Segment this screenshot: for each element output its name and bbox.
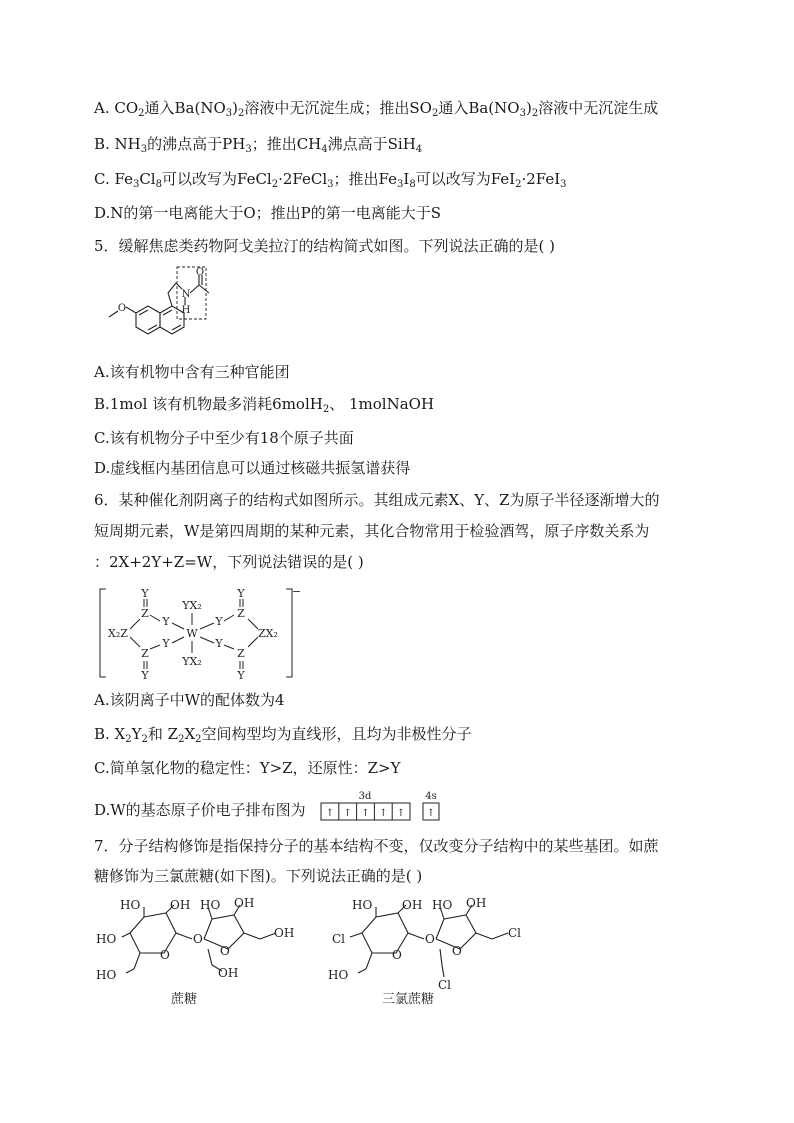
q6-option-c: C.简单氢化物的稳定性：Y>Z，还原性：Z>Y [94,759,401,777]
sucrose-name: 蔗糖 [170,992,198,1007]
sucralose-name: 三氯蔗糖 [381,992,435,1007]
q4-option-a: A. $CO_2$通入$Ba(NO_3)_2$溶液中无沉淀生成；推出$SO_2$通入$Ba(NO_3)_2$溶液中无沉淀生成 [94,99,659,119]
sucrose-ho-2: HO [96,932,117,946]
sucralose-oh-2: OH [466,896,487,910]
agomelatine-structure [96,265,226,357]
sucralose-cl-2: Cl [508,926,522,940]
orbital-arrow-3d-4: ↑ [379,808,388,819]
q6-stem-line2: 短周期元素，W是第四周期的某种元素，其化合物常用于检验酒驾，原子序数关系为 [94,522,650,540]
sucrose-glycosidic-o: O [193,932,203,946]
z-bottom-right-label: Z [237,647,245,660]
yx2-bottom-label: YX₂ [182,655,202,668]
z-bottom-left-label: Z [141,647,149,660]
anion-structure [96,585,306,681]
orbital-arrow-3d-5: ↑ [396,808,406,819]
orbital-arrow-3d-1: ↑ [325,808,335,819]
z-top-left-label: Z [141,607,149,620]
amide-hydrogen-label: H [181,305,191,316]
sucrose-ring-o-1: O [160,948,170,962]
y-bridge-top-right-label: Y [215,615,223,628]
sucralose-cl-1: Cl [332,932,346,946]
methoxy-oxygen-label: O [117,303,127,314]
sucralose-ho-3: HO [432,898,453,912]
q4-option-c: C. $Fe_3Cl_8$可以改写为FeCl$_2$·2FeCl$_3$；推出$Fe_3I_8$可以改写为FeI$_2$·2FeI$_3$ [94,170,567,190]
q7-stem-line2: 糖修饰为三氯蔗糖(如下图)。下列说法正确的是( ) [94,867,423,885]
sucrose-oh-1: OH [170,898,191,912]
charge-label: − [292,585,302,598]
q6-option-b: B. $X_2Y_2$和 $Z_2X_2$空间构型均为直线形，且均为非极性分子 [94,725,472,745]
y-top-left-label: Y [141,587,149,600]
orbital-arrow-3d-3: ↑ [361,808,370,819]
q7-stem-line1: 7．分子结构修饰是指保持分子的基本结构不变，仅改变分子结构中的某些基团。如蔗 [94,837,659,855]
q6-stem-line3: ：2X+2Y+Z=W，下列说法错误的是( ) [94,553,364,571]
q6-option-a: A.该阴离子中W的配体数为4 [94,691,285,709]
q5-option-d: D.虚线框内基团信息可以通过核磁共振氢谱获得 [94,459,411,477]
y-bottom-left-label: Y [141,669,149,681]
carbonyl-oxygen-label: O [195,267,205,278]
y-top-right-label: Y [237,587,245,600]
orbital-4s-label: 4s [425,791,437,802]
orbital-3d-label: 3d [358,791,372,802]
y-bridge-bottom-left-label: Y [162,637,170,650]
q4-option-d: D.N的第一电离能大于O；推出P的第一电离能大于S [94,204,442,222]
sucrose-oh-4: OH [218,966,239,980]
q6-option-d: D.W的基态原子价电子排布图为 [94,801,306,819]
amide-nitrogen-label: N [181,289,191,300]
sucralose-structure [326,893,546,1011]
zx2-right-label: ZX₂ [258,627,278,640]
y-bridge-bottom-right-label: Y [215,637,223,650]
sucrose-structure [94,893,314,1011]
sucrose-ho-4: HO [200,898,221,912]
sucralose-oh-1: OH [402,898,423,912]
sucralose-cl-3: Cl [438,978,452,992]
q5-option-c: C.该有机物分子中至少有18个原子共面 [94,429,354,447]
sucrose-ho-1: HO [120,898,141,912]
q5-stem: 5．缓解焦虑类药物阿戈美拉汀的结构简式如图。下列说法正确的是( ) [94,237,556,255]
y-bridge-top-left-label: Y [162,615,170,628]
orbital-arrow-4s: ↑ [426,808,436,819]
sucralose-ring-o-1: O [392,948,402,962]
sucralose-glycosidic-o: O [425,932,435,946]
sucrose-oh-2: OH [234,896,255,910]
x2z-left-label: X₂Z [108,627,128,640]
orbital-arrow-3d-2: ↑ [343,808,352,819]
q5-option-b: B.1mol 该有机物最多消耗6molH$_2$、 1molNaOH [94,395,435,415]
w-center-label: W [186,627,198,640]
sucrose-ho-3: HO [96,968,117,982]
sucralose-ho-2: HO [328,968,349,982]
sucrose-ring-o-2: O [220,944,230,958]
sucrose-oh-3: OH [274,926,295,940]
orbital-diagram [320,790,445,822]
yx2-top-label: YX₂ [182,599,202,612]
q6-stem-line1: 6．某种催化剂阴离子的结构式如图所示。其组成元素X、Y、Z为原子半径逐渐增大的 [94,491,660,509]
z-top-right-label: Z [237,607,245,620]
sucralose-ho-1: HO [352,898,373,912]
y-bottom-right-label: Y [237,669,245,681]
q4-option-b: B. $NH_3$的沸点高于$PH_3$；推出$CH_4$沸点高于SiH$_4$ [94,135,423,155]
sucralose-ring-o-2: O [452,944,462,958]
q5-option-a: A.该有机物中含有三种官能团 [94,363,290,381]
